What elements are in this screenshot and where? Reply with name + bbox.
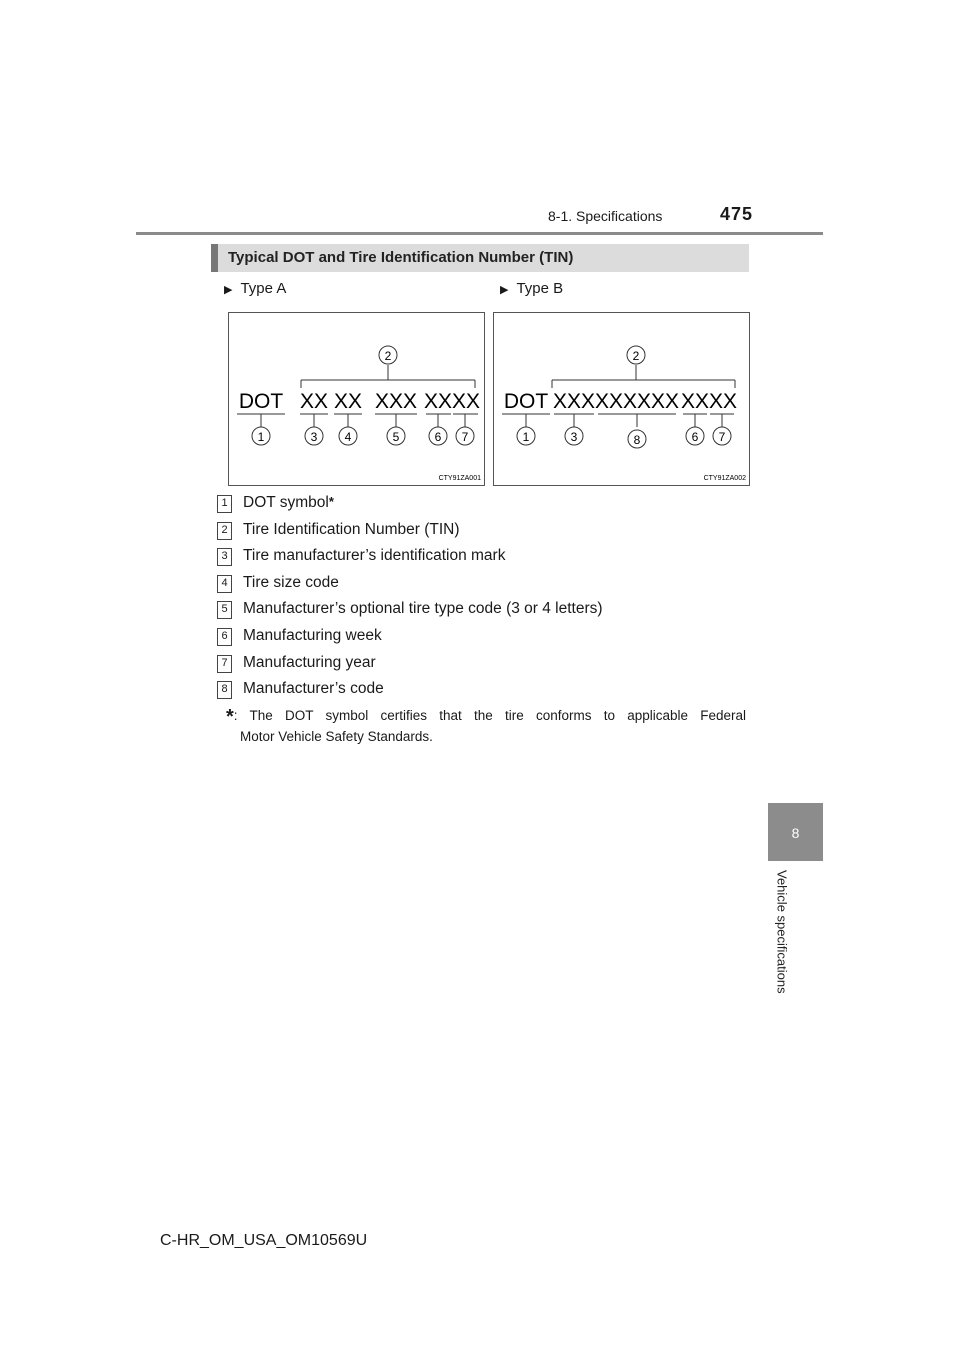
page-number: 475 (720, 204, 754, 224)
triangle-bullet-icon: ▶ (500, 284, 509, 296)
callout-1-text: 1 (257, 430, 265, 444)
callout-2-text: 2 (384, 349, 392, 363)
footnote-line-1: : The DOT symbol certifies that the tire conforms to applicable Federal (233, 708, 746, 723)
legend-text: Manufacturer’s optional tire type code (3 or 4 letters) (243, 600, 603, 617)
legend-number: 1 (217, 495, 232, 513)
callout-8-text: 8 (633, 433, 641, 447)
diagram-code: CTY91ZA001 (438, 475, 481, 482)
document-code: C-HR_OM_USA_OM10569U (160, 1232, 368, 1249)
legend-number: 4 (217, 575, 232, 593)
group-xxxx: XXXX (423, 390, 481, 413)
diagram-type-a (228, 312, 485, 486)
group-xx-2: XX (333, 390, 363, 413)
callout-6-text: 6 (691, 430, 699, 444)
group-xxx: XXX (552, 390, 596, 413)
callout-7-text: 7 (461, 430, 469, 444)
footnote (226, 706, 746, 747)
callout-3-text: 3 (310, 430, 318, 444)
legend-text: Tire size code (243, 574, 339, 591)
legend-text: Manufacturing year (243, 654, 376, 671)
legend-item-8 (217, 680, 384, 702)
legend-item-7 (217, 654, 376, 676)
diagram-type-b (493, 312, 750, 486)
legend-item-5 (217, 600, 603, 622)
callout-4-text: 4 (344, 430, 352, 444)
section-heading: Typical DOT and Tire Identification Number (TIN) (211, 244, 749, 272)
legend-text: Manufacturer’s code (243, 680, 384, 697)
diagram-type-b-svg (494, 313, 749, 485)
group-dot: DOT (238, 390, 284, 413)
legend-text: Tire manufacturer’s identification mark (243, 547, 506, 564)
legend-number: 2 (217, 522, 232, 540)
callout-3-text: 3 (570, 430, 578, 444)
legend-text: Manufacturing week (243, 627, 382, 644)
callout-2-text: 2 (632, 349, 640, 363)
type-a-text: Type A (240, 280, 287, 297)
legend-number: 6 (217, 628, 232, 646)
group-xxxx: XXXX (680, 390, 738, 413)
type-b-label (500, 280, 563, 297)
legend-item-6 (217, 627, 382, 649)
legend-number: 8 (217, 681, 232, 699)
triangle-bullet-icon: ▶ (224, 284, 233, 296)
callout-5-text: 5 (392, 430, 400, 444)
legend-number: 7 (217, 655, 232, 673)
legend-item-1 (217, 494, 334, 516)
diagram-type-a-svg (229, 313, 484, 485)
header-rule (136, 232, 823, 235)
group-xxx: XXX (374, 390, 418, 413)
legend-item-3 (217, 547, 505, 569)
footnote-line-2: Motor Vehicle Safety Standards. (240, 729, 433, 744)
type-b-text: Type B (516, 280, 564, 297)
asterisk-mark: * (328, 494, 334, 509)
legend-item-4 (217, 574, 339, 596)
legend-text: Tire Identification Number (TIN) (243, 521, 460, 538)
legend-number: 5 (217, 601, 232, 619)
legend-text: DOT symbol (243, 494, 329, 511)
callout-6-text: 6 (434, 430, 442, 444)
callout-1-text: 1 (522, 430, 530, 444)
group-dot: DOT (503, 390, 549, 413)
diagram-code: CTY91ZA002 (703, 475, 746, 482)
chapter-label: Vehicle specifications (774, 870, 790, 994)
type-a-label (224, 280, 286, 297)
legend-number: 3 (217, 548, 232, 566)
legend-item-2 (217, 521, 460, 543)
group-xx-1: XX (299, 390, 329, 413)
section-title: 8-1. Specifications (548, 208, 663, 224)
chapter-tab (768, 803, 823, 861)
chapter-number: 8 (791, 825, 800, 841)
group-xxxxxx: XXXXXX (594, 390, 680, 413)
callout-7-text: 7 (718, 430, 726, 444)
footnote-marker: * (226, 706, 234, 728)
